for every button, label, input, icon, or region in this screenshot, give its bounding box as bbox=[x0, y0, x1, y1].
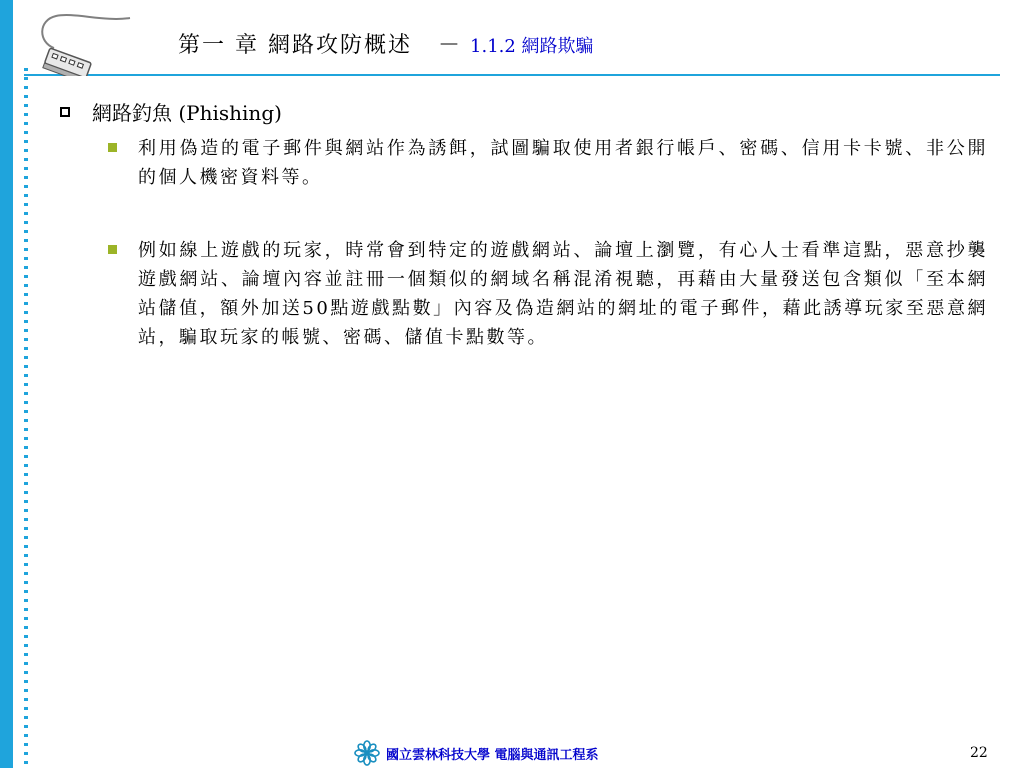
level1-bullet bbox=[60, 97, 282, 126]
page-number: 22 bbox=[970, 745, 988, 761]
institution-name: 國立雲林科技大學 電腦與通訊工程系 bbox=[386, 747, 599, 763]
filled-square-bullet-icon bbox=[108, 245, 117, 254]
footer bbox=[354, 740, 599, 766]
slide-title bbox=[178, 28, 594, 62]
hollow-square-bullet-icon bbox=[60, 107, 70, 117]
header-divider bbox=[24, 74, 1000, 76]
filled-square-bullet-icon bbox=[108, 143, 117, 152]
network-hub-icon bbox=[34, 8, 144, 76]
title-dash: － bbox=[438, 33, 461, 58]
chapter-title: 第一 章 網路攻防概述 bbox=[178, 33, 412, 58]
left-dotted-rule bbox=[24, 68, 28, 768]
left-accent-bar bbox=[0, 0, 13, 768]
level2-bullet bbox=[108, 236, 988, 352]
level1-label: 網路釣魚 (Phishing) bbox=[92, 101, 282, 125]
bullet-text: 例如線上遊戲的玩家，時常會到特定的遊戲網站、論壇上瀏覽，有心人士看準這點，惡意抄襲遊戲網站、論壇內容並註冊一個類似的網域名稱混淆視聽，再藉由大量發送包含類似「至本網站儲值，額外加送50點遊戲點數」內容及偽造網站的網址的電子郵件，藉此誘導玩家至惡意網站，騙取玩家的帳號、密碼、儲值卡點數等。 bbox=[138, 240, 988, 348]
level2-bullet bbox=[108, 134, 988, 192]
flower-logo-icon bbox=[354, 740, 380, 766]
section-title: 1.1.2 網路欺騙 bbox=[470, 36, 594, 57]
bullet-text: 利用偽造的電子郵件與網站作為誘餌，試圖騙取使用者銀行帳戶、密碼、信用卡卡號、非公開的個人機密資料等。 bbox=[138, 138, 988, 188]
